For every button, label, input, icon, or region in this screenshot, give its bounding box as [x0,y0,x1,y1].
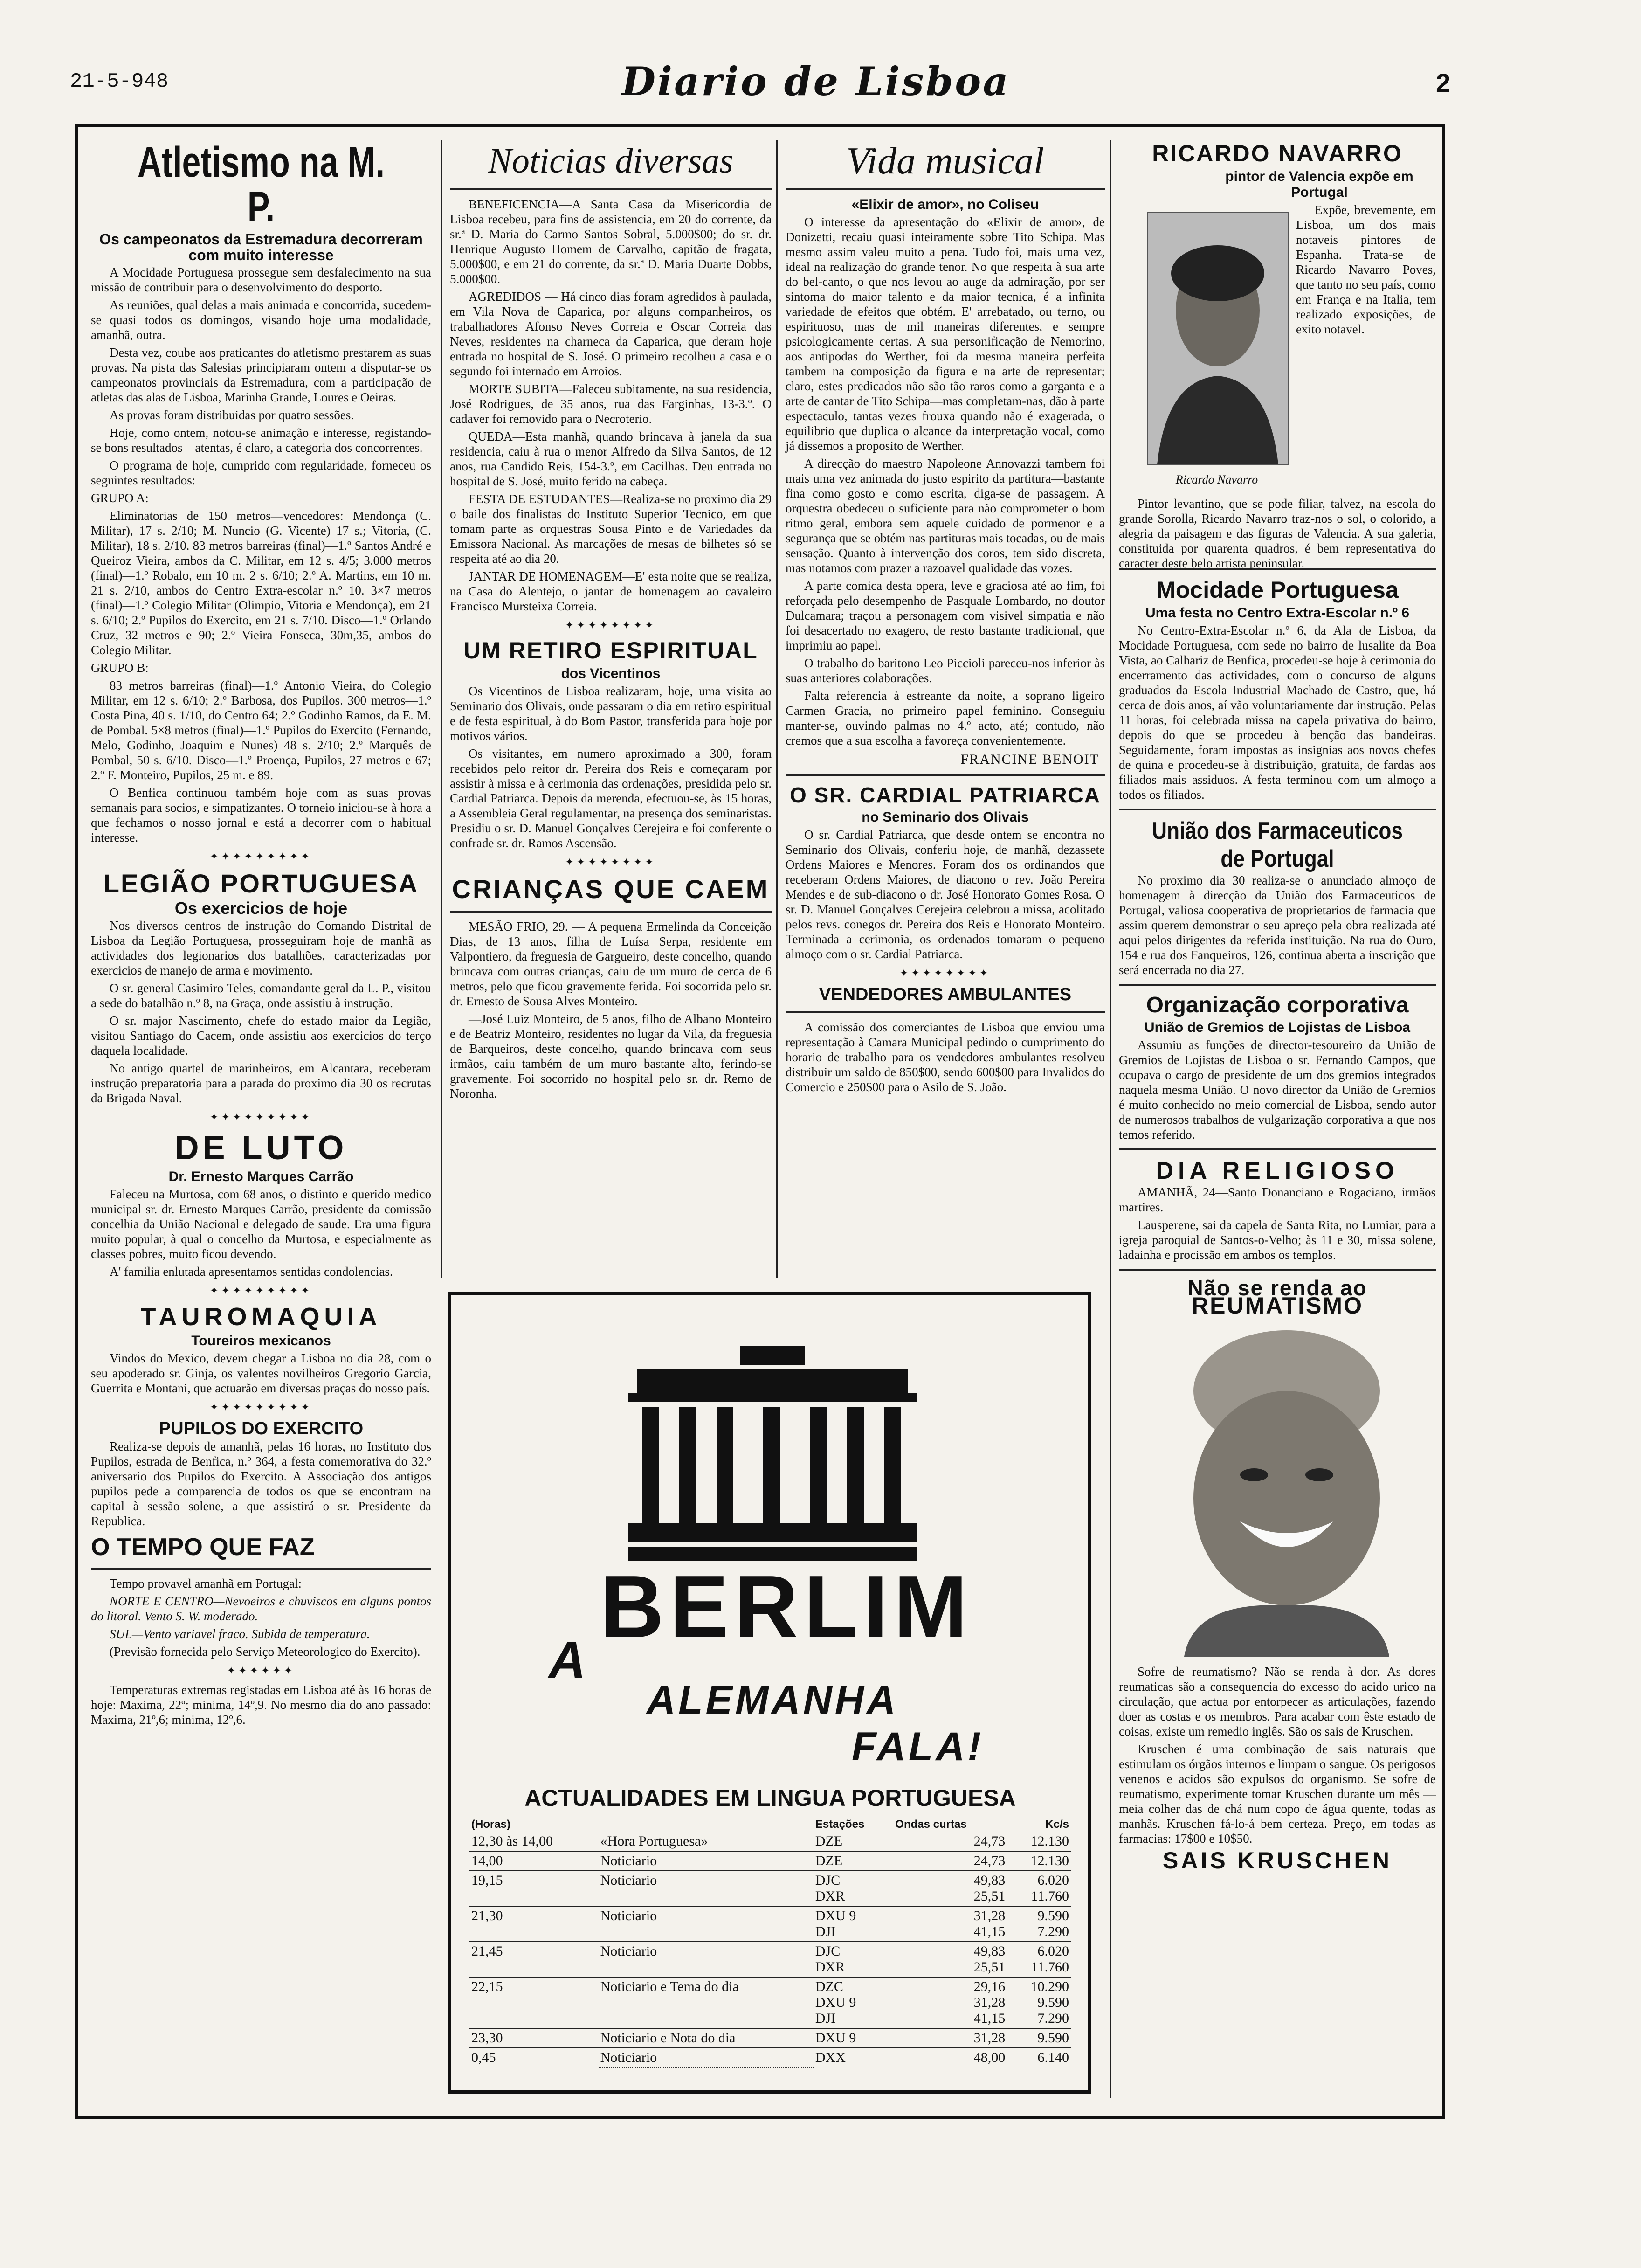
schedule-station-value: DJI [815,2011,836,2026]
table-row [469,2028,1071,2048]
schedule-wave-value: 41,15 [973,1924,1006,1939]
schedule-wave-value: 24,73 [973,1833,1006,1849]
paragraph: SUL—Vento variavel fraco. Subida de temperatura. [110,1627,370,1641]
schedule-kcs-value: 6.020 [1037,1943,1069,1959]
rule [786,188,1105,190]
article-subtitle: União de Gremios de Lojistas de Lisboa [1144,1020,1411,1035]
schedule-time: 14,00 [469,1851,599,1871]
schedule-kcs-value: 9.590 [1037,2030,1069,2046]
schedule-wave-value: 29,16 [973,1979,1006,1994]
paragraph: O sr. major Nascimento, chefe do estado maior da Legião, visitou Santiago do Cacem, onde assistiu aos exercicios do terço daquela localidade. [91,1014,431,1058]
schedule-wave [893,1906,1007,1942]
schedule-station-value: DJC [815,1873,841,1888]
schedule-station [814,1942,893,1977]
schedule-kcs [1007,2028,1071,2048]
schedule-program: Noticiario [599,1871,814,1906]
ad-title: REUMATISMO [1192,1293,1363,1319]
schedule-station-value: DZC [815,1979,843,1994]
schedule-wave-value: 24,73 [973,1853,1006,1868]
column-header [599,1817,814,1832]
paragraph: BENEFICENCIA—A Santa Casa da Misericordia de Lisboa recebeu, para fins de assistencia, em 20 do corrente, da sr.ª D. Maria do Carmo Santos Sobral, 5.000$00; do sr. dr. Henrique Augusto Homem de Carvalho, capitão de fragata, 5.000$00, e em 21 do corrente, da sr.ª D. Maria Duarte Dobbs, 5.000$00. [450,197,772,286]
schedule-station-value: DXU 9 [815,1908,856,1923]
column-2 [450,140,772,1104]
schedule-program: «Hora Portuguesa» [599,1832,814,1851]
article-subtitle: Os campeonatos da Estremadura decorreram com muito interesse [99,231,423,263]
schedule-program: Noticiario e Nota do dia [599,2028,814,2048]
ornament-divider: ✦✦✦✦✦✦✦✦ [899,967,991,979]
article-subtitle: Os exercicios de hoje [174,899,348,918]
ad-headline: BERLIM [600,1557,973,1656]
schedule-kcs [1007,1906,1071,1942]
schedule-wave-value: 31,28 [973,1908,1006,1923]
navarro-text [1296,202,1436,339]
schedule-kcs-value: 6.020 [1037,1873,1069,1888]
schedule-kcs-value: 12.130 [1030,1853,1069,1868]
schedule-station-value: DXR [815,1888,845,1904]
schedule-time: 23,30 [469,2028,599,2048]
ornament-divider: ✦✦✦✦✦✦✦✦ [565,856,656,868]
schedule-wave-value: 25,51 [973,1888,1006,1904]
schedule-time: 22,15 [469,1977,599,2028]
section-title: Vida musical [846,139,1044,182]
schedule-station [814,2048,893,2067]
paragraph: AGREDIDOS — Há cinco dias foram agredidos à paulada, em Vila Nova de Caparica, por alguns companheiros, os trabalhadores Afonso Neves Correia e Oscar Correia das Neves, residentes na charneca da Caparica, que deram hoje entrada no hospital de S. José. O primeiro recolheu a casa e o segundo foi internado em Arroios. [450,290,772,378]
article-title: O SR. CARDIAL PATRIARCA [790,783,1101,807]
article-title: União dos Farmaceuticos de Portugal [1152,817,1403,872]
paragraph: Realiza-se depois de amanhã, pelas 16 horas, no Instituto dos Pupilos, estrada de Benfica, n.º 364, a festa comemorativa do 32.º aniversario dos Pupilos do Exercito. A Associação dos antigos pupilos pede a comparencia de todos os que se encontram na capital à sessão solene, a que assistirá o sr. Presidente da Republica. [91,1439,431,1528]
article-title: TAUROMAQUIA [140,1303,382,1331]
article-title: PUPILOS DO EXERCITO [159,1419,364,1438]
schedule-wave [893,1977,1007,2028]
paragraph: (Previsão fornecida pelo Serviço Meteorologico do Exercito). [110,1645,421,1659]
article-title: VENDEDORES AMBULANTES [819,985,1072,1004]
column-rule [776,140,778,1278]
column-4 [1119,140,1436,1874]
schedule-time: 19,15 [469,1871,599,1906]
schedule-station [814,1871,893,1906]
paragraph: A direcção do maestro Napoleone Annovazzi tambem foi mais uma vez animada do justo espirito da partitura—bastante fina como gosto e como escrita, diga-se de passagem. A orquestra obedeceu o suficiente para não comprometer o bom ritmo geral, embora sem aquele cuidado de pormenor e a segurança que se obtém nas partituras mais tocadas, ou de mais sensação. Quanto à intervenção dos coros, tem sido discreta, mas notamos com prazer a razoavel qualidade das vozes. [786,456,1105,575]
paragraph: As provas foram distribuidas por quatro sessões. [110,408,354,422]
ad-title: Não se renda ao [1187,1276,1367,1300]
schedule-kcs-value: 11.760 [1031,1888,1069,1904]
schedule-kcs-value: 9.590 [1037,1995,1069,2010]
paragraph: Falta referencia à estreante da noite, a soprano ligeiro Carmen Gracia, no primeiro papel feminino. Conseguiu manter-se, ouvindo palmas no 4.º acto, até; contudo, não cremos que a sua escolha a favoreça convenientemente. [786,689,1105,747]
paragraph: MORTE SUBITA—Faleceu subitamente, na sua residencia, José Rodrigues, de 35 anos, rua das Farginhas, 13-3.º. O cadaver foi removido para o Necroterio. [450,382,772,426]
schedule-wave [893,1942,1007,1977]
paragraph: Kruschen é uma combinação de sais naturais que estimulam os órgãos internos e limpam o sangue. Os perigosos venenos e acidos são expulsos do organismo. Se sofre de reumatismo, experimente tomar Kruschen durante um mês — meia colher das de chá num copo de água quente, todas as manhãs. Kruschen fá-lo-á bem certeza. Preço, em todas as farmacias: 17$00 e 10$50. [1119,1742,1436,1846]
schedule-station [814,1906,893,1942]
paragraph: Os visitantes, em numero aproximado a 300, foram recebidos pelo reitor dr. Pereira dos Reis e começaram por assistir à missa e à cerimonia das ordenações, presidida pelo sr. Cardial Patriarca. Depois da merenda, efectuou-se, às 15 horas, a Assembleia Geral regulamentar, na presença dos seminaristas. Presidiu o sr. D. Manuel Gonçalves Cerejeira e foi conferente o confrade sr. dr. Ramos Ascensão. [450,747,772,850]
ornament-divider: ✦✦✦✦✦✦✦✦✦ [210,1401,312,1413]
ad-headline-a: A [549,1632,586,1689]
navarro-block [1119,202,1436,570]
schedule-kcs [1007,1942,1071,1977]
ad-brand: SAIS KRUSCHEN [1163,1847,1392,1874]
schedule-station-value: DXU 9 [815,2030,856,2046]
schedule-station-value: DXR [815,1959,845,1975]
schedule-wave-value: 31,28 [973,2030,1006,2046]
paragraph: Temperaturas extremas registadas em Lisboa até às 16 horas de hoje: Maxima, 22º; minima, 14º,9. No mesmo dia do ano passado: Maxima, 21º,6; minima, 12º,6. [91,1683,431,1727]
rule [786,774,1105,776]
ad-headline-fala: FALA! [852,1724,984,1769]
article-subtitle: Dr. Ernesto Marques Carrão [168,1169,354,1184]
paragraph: A' familia enlutada apresentamos sentidas condolencias. [110,1265,393,1279]
article-title: RICARDO NAVARRO [1152,140,1403,166]
schedule-wave-value: 49,83 [973,1873,1006,1888]
schedule-kcs [1007,1977,1071,2028]
schedule-kcs-value: 10.290 [1030,1979,1069,1994]
paragraph: Desta vez, coube aos praticantes do atletismo prestarem as suas provas. Na pista das Salesias principiaram ontem a disputar-se os campeonatos provinciais da Estremadura, com a participação de atletas das alas de Lisboa, Marinha Grande, Loures e Oeiras. [91,346,431,404]
rule [450,911,772,913]
column-rule [1110,140,1111,2098]
schedule-station-value: DJI [815,1924,836,1939]
paragraph: Vindos do Mexico, devem chegar a Lisboa no dia 28, com o seu apoderado sr. Ginja, os valentes novilheiros Gregorio Garcia, Guerrita e Montani, que actuarão em diversas praças do nosso país. [91,1351,431,1395]
schedule-time: 21,45 [469,1942,599,1977]
paragraph: O sr. Cardial Patriarca, que desde ontem se encontra no Seminario dos Olivais, conferiu hoje, de manhã, dezassete Ordens Maiores e Menores. Foram dos os ordinandos que receberam Ordens Maiores, de diacono o rev. João Pereira Mendes e de sub-diacono o dr. José Honorato Gomes Rosa. O sr. D. Manuel Gonçalves Cerejeira celebrou a missa, acolitado pelos revs. conegos dr. Pereira dos Reis e Honorato Monteiro. Terminada a cerimonia, os ordenados tomaram o pequeno almoço com o sr. Cardial Patriarca. [786,828,1105,961]
laughing-man-icon [1165,1321,1408,1657]
article-subtitle: dos Vicentinos [561,666,661,681]
schedule-wave-value: 49,83 [973,1943,1006,1959]
schedule-station-value: DXU 9 [815,1995,856,2010]
schedule-time: 0,45 [469,2048,599,2067]
rule [91,1568,431,1570]
paragraph: Os Vicentinos de Lisboa realizaram, hoje, uma visita ao Seminario dos Olivais, onde passaram o dia em retiro espiritual e de festa espiritual, à do Bom Pastor, transferida para hoje por motivos vários. [450,684,772,743]
paragraph: Pintor levantino, que se pode filiar, talvez, na escola do grande Sorolla, Ricardo Navarro traz-nos o sol, o colorido, a alegria da paisagem e das figuras de Valencia. A sua galeria, constituida por quarenta quadros, é bem representativa do caracter deste belo artista peninsular. [1119,497,1436,570]
schedule-wave [893,1871,1007,1906]
paragraph: Nos diversos centros de instrução do Comando Distrital de Lisboa da Legião Portuguesa, prosseguiram hoje de manhã as actividades dos legionarios dos batalhões, caracterizadas por exercicios de manejo de arma e movimento. [91,919,431,977]
table-row [469,1906,1071,1942]
rule [1119,809,1436,810]
broadcast-schedule-table [469,1817,1071,2068]
column-header: (Horas) [471,1818,511,1831]
column-header: Estações [815,1818,865,1831]
table-row [469,1832,1071,1851]
schedule-station-value: DXX [815,2050,846,2065]
results-paragraph: 83 metros barreiras (final)—1.º Antonio Vieira, do Colegio Militar, em 12 s. 6/10; 2.º Barbosa, dos Pupilos. 300 metros—1.º Costa Pina, 40 s. 1/10, do Centro 64; 2.º Godinho Ramos, da E. M. de Pombal. 5×8 metros (final)—1.º Pupilos do Exercito (Fernando, Melo, Godinho, Joaquim e Nunes) 48 s. 2/10; 2.º Marquês de Pombal, 50 s. 6/10. Disco—1.º Proença, Pupilos, 27 metros e 67; 2.º F. Monteiro, Pupilos, 25 m. e 89. [91,678,431,782]
schedule-kcs-value: 9.590 [1037,1908,1069,1923]
column-header: Kc/s [1045,1818,1069,1831]
rule [786,1011,1105,1013]
article-subtitle: Toureiros mexicanos [191,1333,331,1348]
schedule-program: Noticiario [599,2048,814,2067]
schedule-wave-value: 31,28 [973,1995,1006,2010]
paragraph: Lausperene, sai da capela de Santa Rita, no Lumiar, para a igreja paroquial de Santos-o-Velho; às 11 e 30, missa solene, ladainha e procissão em ambos os templos. [1119,1218,1436,1262]
paragraph: AMANHÃ, 24—Santo Donanciano e Rogaciano, irmãos martires. [1119,1185,1436,1214]
table-row [469,1977,1071,2028]
portrait-photo [1147,212,1289,465]
article-title: DE LUTO [174,1129,348,1167]
schedule-station-value: DZE [815,1853,843,1868]
rule [1119,1148,1436,1150]
paragraph: O interesse da apresentação do «Elixir de amor», de Donizetti, recaiu quasi inteiramente sobre Tito Schipa. Mas mesmo assim valeu muito a pena. Tudo foi, mais uma vez, ideal na realização do grande tenor. No que respeita à sua arte do bel-canto, o que nos levou ao auge da admiração, por ser sintoma do maior talento e da maior tecnica, é a infinita variedade de efeitos que obtém. E' arrebatado, ou terno, ou espirituoso, mas de mil maneiras diferentes, e sempre psicologicamente certas. A sua personificação de Nemorino, aos antipodas do Werther, foi da mesma maneira perfeita tambem na composição da figura e na arte de representar; claro, estes predicados não são tão raros como a garganta e a arte de cantar de Tito Schipa—mas completam-nas, dão à parte espectaculo, tantas vezes frouxa quando não é exagerada, o equilibrio que duplica o alcance da interpretação vocal, como já dissemos a proposito de Werther. [786,215,1105,453]
paragraph: Expõe, brevemente, em Lisboa, um dos mais notaveis pintores de Espanha. Trata-se de Ricardo Navarro Poves, que tanto no seu país, como em França e na Italia, tem realizado exposições, de exito notavel. [1296,203,1436,336]
schedule-wave-value: 48,00 [973,2050,1006,2065]
schedule-kcs-value: 12.130 [1030,1833,1069,1849]
table-row [469,1942,1071,1977]
paragraph: A comissão dos comerciantes de Lisboa que enviou uma representação à Camara Municipal pedindo o cumprimento do horario de trabalho para os vendedores ambulantes resolveu distribuir um saldo de 850$00, sendo 600$00 para Invalidos do Comercio e 250$00 para o Asilo de S. João. [786,1020,1105,1094]
schedule-program: Noticiario [599,1851,814,1871]
paragraph: MESÃO FRIO, 29. — A pequena Ermelinda da Conceição Dias, de 13 anos, filha de Luísa Serpa, residente em Valpontiero, da freguesia de Gargueiro, deste concelho, quando brincava com outras crianças, caiu de um muro de cerca de 6 metros, pelo que ficou gravemente ferida. Foi socorrida pelo sr. dr. Ernesto de Sousa Alves Monteiro. [450,920,772,1008]
ornament-divider: ✦✦✦✦✦✦✦✦✦ [210,1111,312,1123]
schedule-kcs [1007,1871,1071,1906]
results-paragraph: Eliminatorias de 150 metros—vencedores: Mendonça (C. Militar), 17 s. 2/10; M. Nuncio (G. Vicente) 17 s.; Vitoria, (C. Militar), 18 s. 2/10. 83 metros barreiras (final)—1.º Santos André e Queiroz Vieira, ambos da C. Militar, em 12 s. 4/5; 3.000 metros (final)—1.º Robalo, em 10 m. 2 s. 6/10; 2.º A. Martins, em 10 m. 21 s. 2/10, ambos do Centro Extra-escolar n.º 10. 3×7 metros (final)—1.º Colegio Militar (Olimpio, Vitoria e Mendonça), em 21 s. 6/10; 2.º Pupilos do Exercito, em 21 s. 7/10. Disco—1.º Orlando Cruz, 32 metros e 90; 2.º Vieira Fonseca, 30m,35, ambos do Colegio Militar. [91,509,431,657]
article-title: UM RETIRO ESPIRITUAL [463,637,758,664]
ornament-divider: ✦✦✦✦✦✦✦✦✦ [210,850,312,862]
paragraph: O trabalho do baritono Leo Piccioli pareceu-nos inferior às suas anteriores colaborações. [786,656,1105,685]
article-subtitle: pintor de Valencia expõe em Portugal [1225,169,1413,200]
schedule-station [814,1977,893,2028]
rule [1119,984,1436,986]
article-title: DIA RELIGIOSO [1156,1157,1399,1184]
schedule-kcs-value: 7.290 [1037,2011,1069,2026]
schedule-kcs-value: 6.140 [1037,2050,1069,2065]
paragraph: O sr. general Casimiro Teles, comandante geral da L. P., visitou a sede do batalhão n.º 8, na Graça, onde assistiu à instrução. [91,981,431,1010]
paragraph: Faleceu na Murtosa, com 68 anos, o distinto e querido medico municipal sr. dr. Ernesto Marques Carrão, presidente da comissão concelhia da União Nacional e delegado de saude. Era uma figura muito popular, à qual o concelho da Murtosa, e especialmente as classes pobres, muito ficou devendo. [91,1187,431,1261]
paragraph: O Benfica continuou também hoje com as suas provas semanais para socios, e simpatizantes. O torneio iniciou-se à hora a que fechamos o nosso jornal e está a decorrer com o habitual interesse. [91,786,431,844]
article-title: O TEMPO QUE FAZ [91,1534,315,1561]
paragraph: A parte comica desta opera, leve e graciosa até ao fim, foi reforçada pelo desempenho de Pasquale Lombardo, no doutor Dulcamara; traçou a personagem com visivel simpatia e não foi desacertado no exagero, de resto bastante tradicional, que imprimiu ao papel. [786,579,1105,652]
ornament-divider: ✦✦✦✦✦✦✦✦ [565,619,656,631]
schedule-kcs [1007,1832,1071,1851]
table-row [469,1851,1071,1871]
ad-subtitle: ACTUALIDADES EM LINGUA PORTUGUESA [524,1785,1016,1811]
portrait-caption: Ricardo Navarro [1175,473,1258,486]
navarro-text-2 [1119,496,1436,574]
schedule-station [814,1851,893,1871]
paragraph: QUEDA—Esta manhã, quando brincava à janela da sua residencia, caiu à rua o menor Alfredo da Silva Santos, de 12 anos, rua Candido Reis, 154-3.º, em Cacilhas. Deu entrada no hospital de S. José, muito ferido na cabeça. [450,429,772,488]
portrait-icon [1148,213,1288,464]
page-number: 2 [1436,68,1451,97]
article-title: Organização corporativa [1146,993,1409,1017]
masthead-date: 21-5-948 [70,70,169,93]
schedule-wave [893,1851,1007,1871]
section-title: Noticias diversas [488,141,733,180]
berlim-advertisement [448,1292,1091,2094]
column-3 [786,140,1105,1097]
group-heading: GRUPO B: [91,661,149,675]
article-title: LEGIÃO PORTUGUESA [103,869,419,898]
schedule-wave [893,1832,1007,1851]
article-subtitle: Uma festa no Centro Extra-Escolar n.º 6 [1145,605,1410,621]
paragraph: JANTAR DE HOMENAGEM—E' esta noite que se realiza, na Casa do Alentejo, o jantar de homenagem ao cavaleiro Francisco Mursteixa Correia. [450,569,772,613]
paragraph: O programa de hoje, cumprido com regularidade, forneceu os seguintes resultados: [91,458,431,487]
schedule-station [814,2028,893,2048]
paragraph: A Mocidade Portuguesa prossegue sem desfalecimento na sua missão de contribuir para o desenvolvimento do desporto. [91,265,431,294]
group-heading: GRUPO A: [91,491,149,505]
column-1 [91,140,431,1730]
article-title: Atletismo na M. P. [137,138,385,231]
schedule-program: Noticiario [599,1906,814,1942]
column-rule [441,140,442,1278]
paragraph: Sofre de reumatismo? Não se renda à dor. As dores reumaticas são a consequencia do excesso do acido urico na circulação, que actua por entorpecer as articulações, fazendo doer as costas e os membros. Para acabar com êste estado de coisas, existe um remedio inglês. São os sais de Kruschen. [1119,1665,1436,1738]
ad-headline-alemanha: ALEMANHA [647,1678,899,1722]
paragraph: Tempo provavel amanhã em Portugal: [110,1577,302,1590]
schedule-kcs [1007,2048,1071,2067]
article-subtitle: no Seminario dos Olivais [862,809,1029,825]
schedule-wave-value: 25,51 [973,1959,1006,1975]
schedule-time: 21,30 [469,1906,599,1942]
schedule-station-value: DZE [815,1833,843,1849]
paragraph: No proximo dia 30 realiza-se o anunciado almoço de homenagem à direcção da União dos Farmaceuticos de Portugal, valiosa cooperativa de proprietarios de farmacia que assim querem demonstrar o seu apreço pela obra realizada até aqui pelos dirigentes da referida instituição. Na rua do Ouro, 154 e rua dos Fanqueiros, 126, continua aberta a inscrição que será encerrada no dia 27. [1119,873,1436,977]
schedule-station [814,1832,893,1851]
paragraph: Assumiu as funções de director-tesoureiro da União de Gremios de Lojistas de Lisboa o sr. Fernando Campos, que ocupava o cargo de presidente de um dos gremios integrados naquela mesma União. O novo director da União de Gremios é muito conhecido no meio comercial de Lisboa, sendo autor de numerosos trabalhos de vulgarização corporativa a que nos temos referido. [1119,1038,1436,1141]
schedule-program: Noticiario e Tema do dia [599,1977,814,2028]
article-title: CRIANÇAS QUE CAEM [452,874,770,904]
brandenburg-gate-icon [628,1346,917,1565]
ornament-divider: ✦✦✦✦✦✦✦✦✦ [210,1285,312,1296]
table-row [469,1871,1071,1906]
masthead-title: Diario de Lisboa [621,58,1010,104]
paragraph: No antigo quartel de marinheiros, em Alcantara, receberam instrução preparatoria para a parada do proximo dia 30 os recrutas da Brigada Naval. [91,1061,431,1105]
schedule-program: Noticiario [599,1942,814,1977]
article-subtitle: «Elixir de amor», no Coliseu [851,197,1039,212]
kruschen-illustration [1119,1321,1436,1657]
paragraph: —José Luiz Monteiro, de 5 anos, filho de Albano Monteiro e de Beatriz Monteiro, residentes no lugar da Vila, da freguesia de Barqueiros, deste concelho, quando brincava com seus irmãos, caiu também de um muro bastante alto, ferindo-se gravemente. Foi socorrido no hospital pelo sr. dr. Remo de Noronha. [450,1012,772,1100]
paragraph: Hoje, como ontem, notou-se animação e interesse, registando-se bons resultados—atentas, é claro, a categoria dos concorrentes. [91,426,431,455]
schedule-kcs [1007,1851,1071,1871]
table-header-row [469,1817,1071,1832]
schedule-wave [893,2028,1007,2048]
schedule-wave-value: 41,15 [973,2011,1006,2026]
schedule-time: 12,30 às 14,00 [471,1833,553,1849]
schedule-station-value: DJC [815,1943,841,1959]
paragraph: FESTA DE ESTUDANTES—Realiza-se no proximo dia 29 o baile dos finalistas do Instituto Superior Tecnico, em que tomam parte as orquestras Sousa Pinto e de Variedades da Emissora Nacional. As marcações de mesas de bilhetes só se respeita até ao dia 20. [450,492,772,566]
schedule-kcs-value: 11.760 [1031,1959,1069,1975]
table-row [469,2048,1071,2067]
ornament-divider: ✦✦✦✦✦✦ [227,1665,296,1676]
schedule-wave [893,2048,1007,2067]
schedule-kcs-value: 7.290 [1037,1924,1069,1939]
column-header: Ondas curtas [895,1818,967,1831]
paragraph: No Centro-Extra-Escolar n.º 6, da Ala de Lisboa, da Mocidade Portuguesa, com sede no bairro de lusalite da Boa Vista, ao Calhariz de Benfica, procedeu-se hoje à cerimonia do encerramento das actividades, com o concurso de alguns graduados da Escola Industrial Machado de Castro, que, há cerca de dois anos, aí vão voluntariamente dar instrução. Pelas 11 horas, foi celebrada missa na capela privativa do bairro, depois do que se procedeu à benção das bandeiras. Seguidamente, foram impostas as insignias aos novos chefes de quina e procedeu-se à distribuição, gratuita, de fardas aos filiados mais assiduos. A festa terminou com um almoço a todos os filiados. [1119,623,1436,802]
article-signature: FRANCINE BENOIT [960,752,1099,767]
paragraph: As reuniões, qual delas a mais animada e concorrida, sucedem-se quasi todos os domingos, visando hoje uma modalidade, amanhã, outra. [91,298,431,342]
rule [1119,1269,1436,1271]
paragraph: NORTE E CENTRO—Nevoeiros e chuviscos em alguns pontos do litoral. Vento S. W. moderado. [91,1594,431,1623]
rule [450,188,772,190]
article-title: Mocidade Portuguesa [1156,577,1399,603]
